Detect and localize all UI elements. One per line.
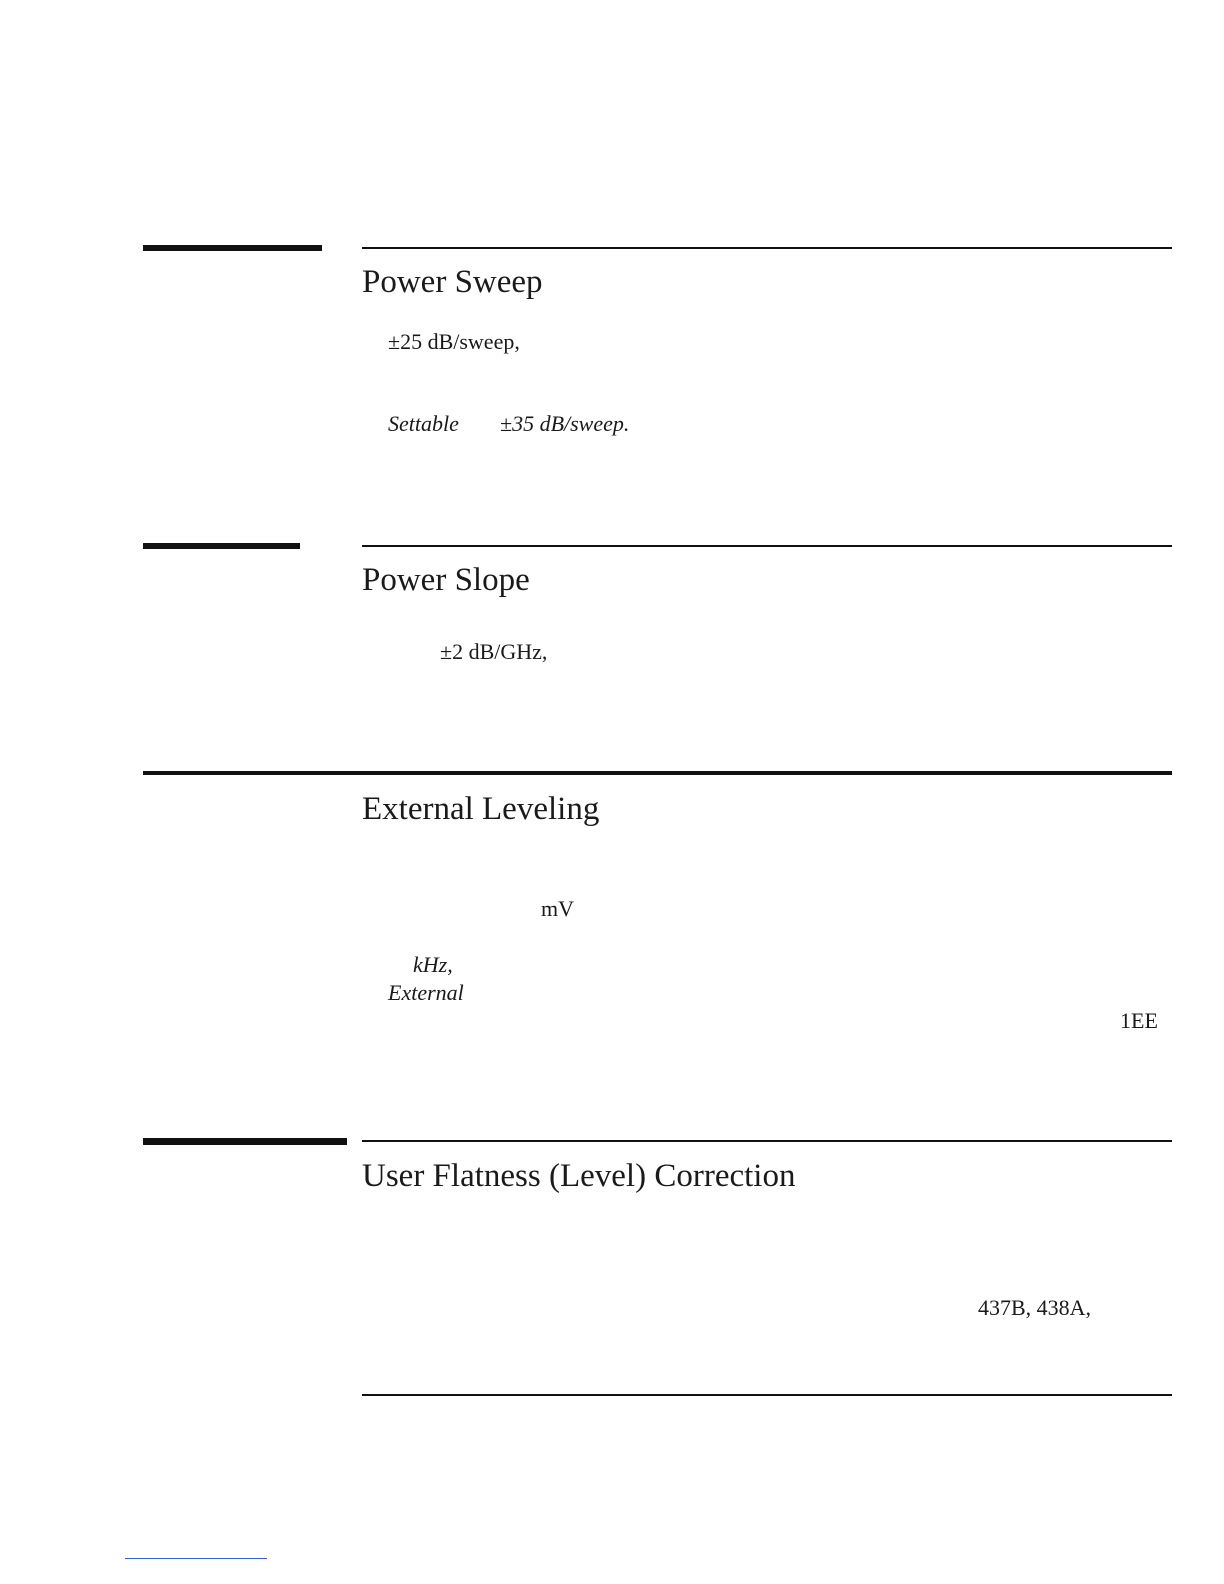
heading-external-leveling: External Leveling [362,791,600,827]
section-rule-bottom [362,1394,1172,1396]
heading-user-flatness: User Flatness (Level) Correction [362,1158,796,1194]
power-sweep-range-text: ±25 dB/sweep, [388,329,520,354]
section-rule-power-sweep [362,247,1172,249]
external-leveling-external-text: External [388,980,464,1005]
power-slope-range-text: ±2 dB/GHz, [440,639,548,664]
heading-power-slope: Power Slope [362,562,530,598]
power-sweep-settable-text: Settable [388,411,459,436]
section-marker-user-flatness [143,1138,347,1145]
external-leveling-khz-text: kHz, [413,952,453,977]
section-marker-power-slope [143,543,300,549]
section-rule-external-leveling [143,771,1172,775]
link-underline[interactable] [125,1558,267,1559]
external-leveling-1ee-text: 1EE [1120,1008,1158,1033]
power-sweep-settable-range-text: ±35 dB/sweep. [500,411,630,436]
section-rule-power-slope [362,545,1172,547]
section-rule-user-flatness [362,1140,1172,1142]
section-marker-power-sweep [143,245,322,251]
heading-power-sweep: Power Sweep [362,264,543,300]
external-leveling-mv-text: mV [541,896,574,921]
user-flatness-models-text: 437B, 438A, [978,1295,1092,1320]
